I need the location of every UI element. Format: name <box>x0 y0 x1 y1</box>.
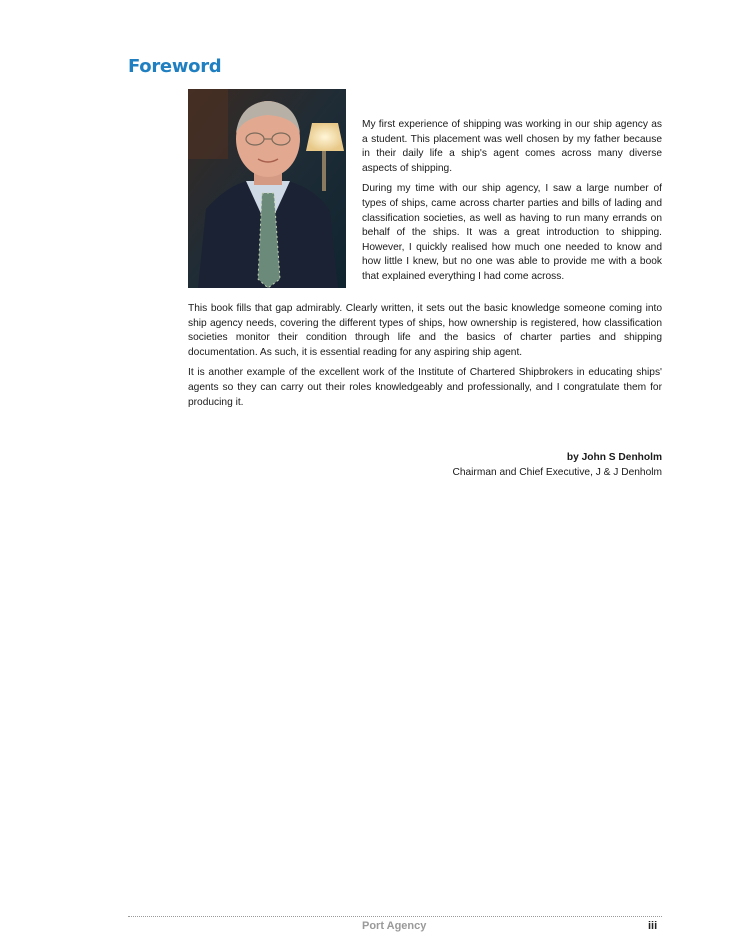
paragraph: This book fills that gap admirably. Clearly written, it sets out the basic knowledge someone coming into ship agency needs, covering the different types of ships, how ownership is registered, how classification societies monitor their condition through life and the basics of charter parties and shipping documentation. As such, it is essential reading for any aspiring ship agent. <box>188 303 662 358</box>
page-number: iii <box>648 920 658 932</box>
paragraph: It is another example of the excellent work of the Institute of Chartered Shipbrokers in educating ships' agents so they can carry out their roles knowledgeably and professionally, and I congratulate them for producing it. <box>188 367 662 408</box>
footer-book-title: Port Agency <box>362 920 427 932</box>
paragraph: During my time with our ship agency, I saw a large number of types of ships, came across charter parties and bills of lading and classification societies, as well as having to run many errands on behalf of the ships. It was a great introduction to shipping. However, I quickly realised how much one needed to know and how little I knew, but no one was able to provide me with a book that explained everything I had come across. <box>362 183 662 282</box>
paragraph: My first experience of shipping was working in our ship agency as a student. This placement was well chosen by my father because in their daily life a ship's agent comes across many diverse aspects of shipping. <box>362 119 662 174</box>
page-heading: Foreword <box>128 56 222 77</box>
signature-block <box>452 450 662 480</box>
intro-column <box>362 118 662 291</box>
body-column <box>188 302 662 416</box>
signature-title: Chairman and Chief Executive, J & J Denholm <box>452 467 662 478</box>
footer-divider <box>128 916 662 917</box>
portrait-photo <box>188 89 346 288</box>
signature-name: by John S Denholm <box>566 452 662 463</box>
